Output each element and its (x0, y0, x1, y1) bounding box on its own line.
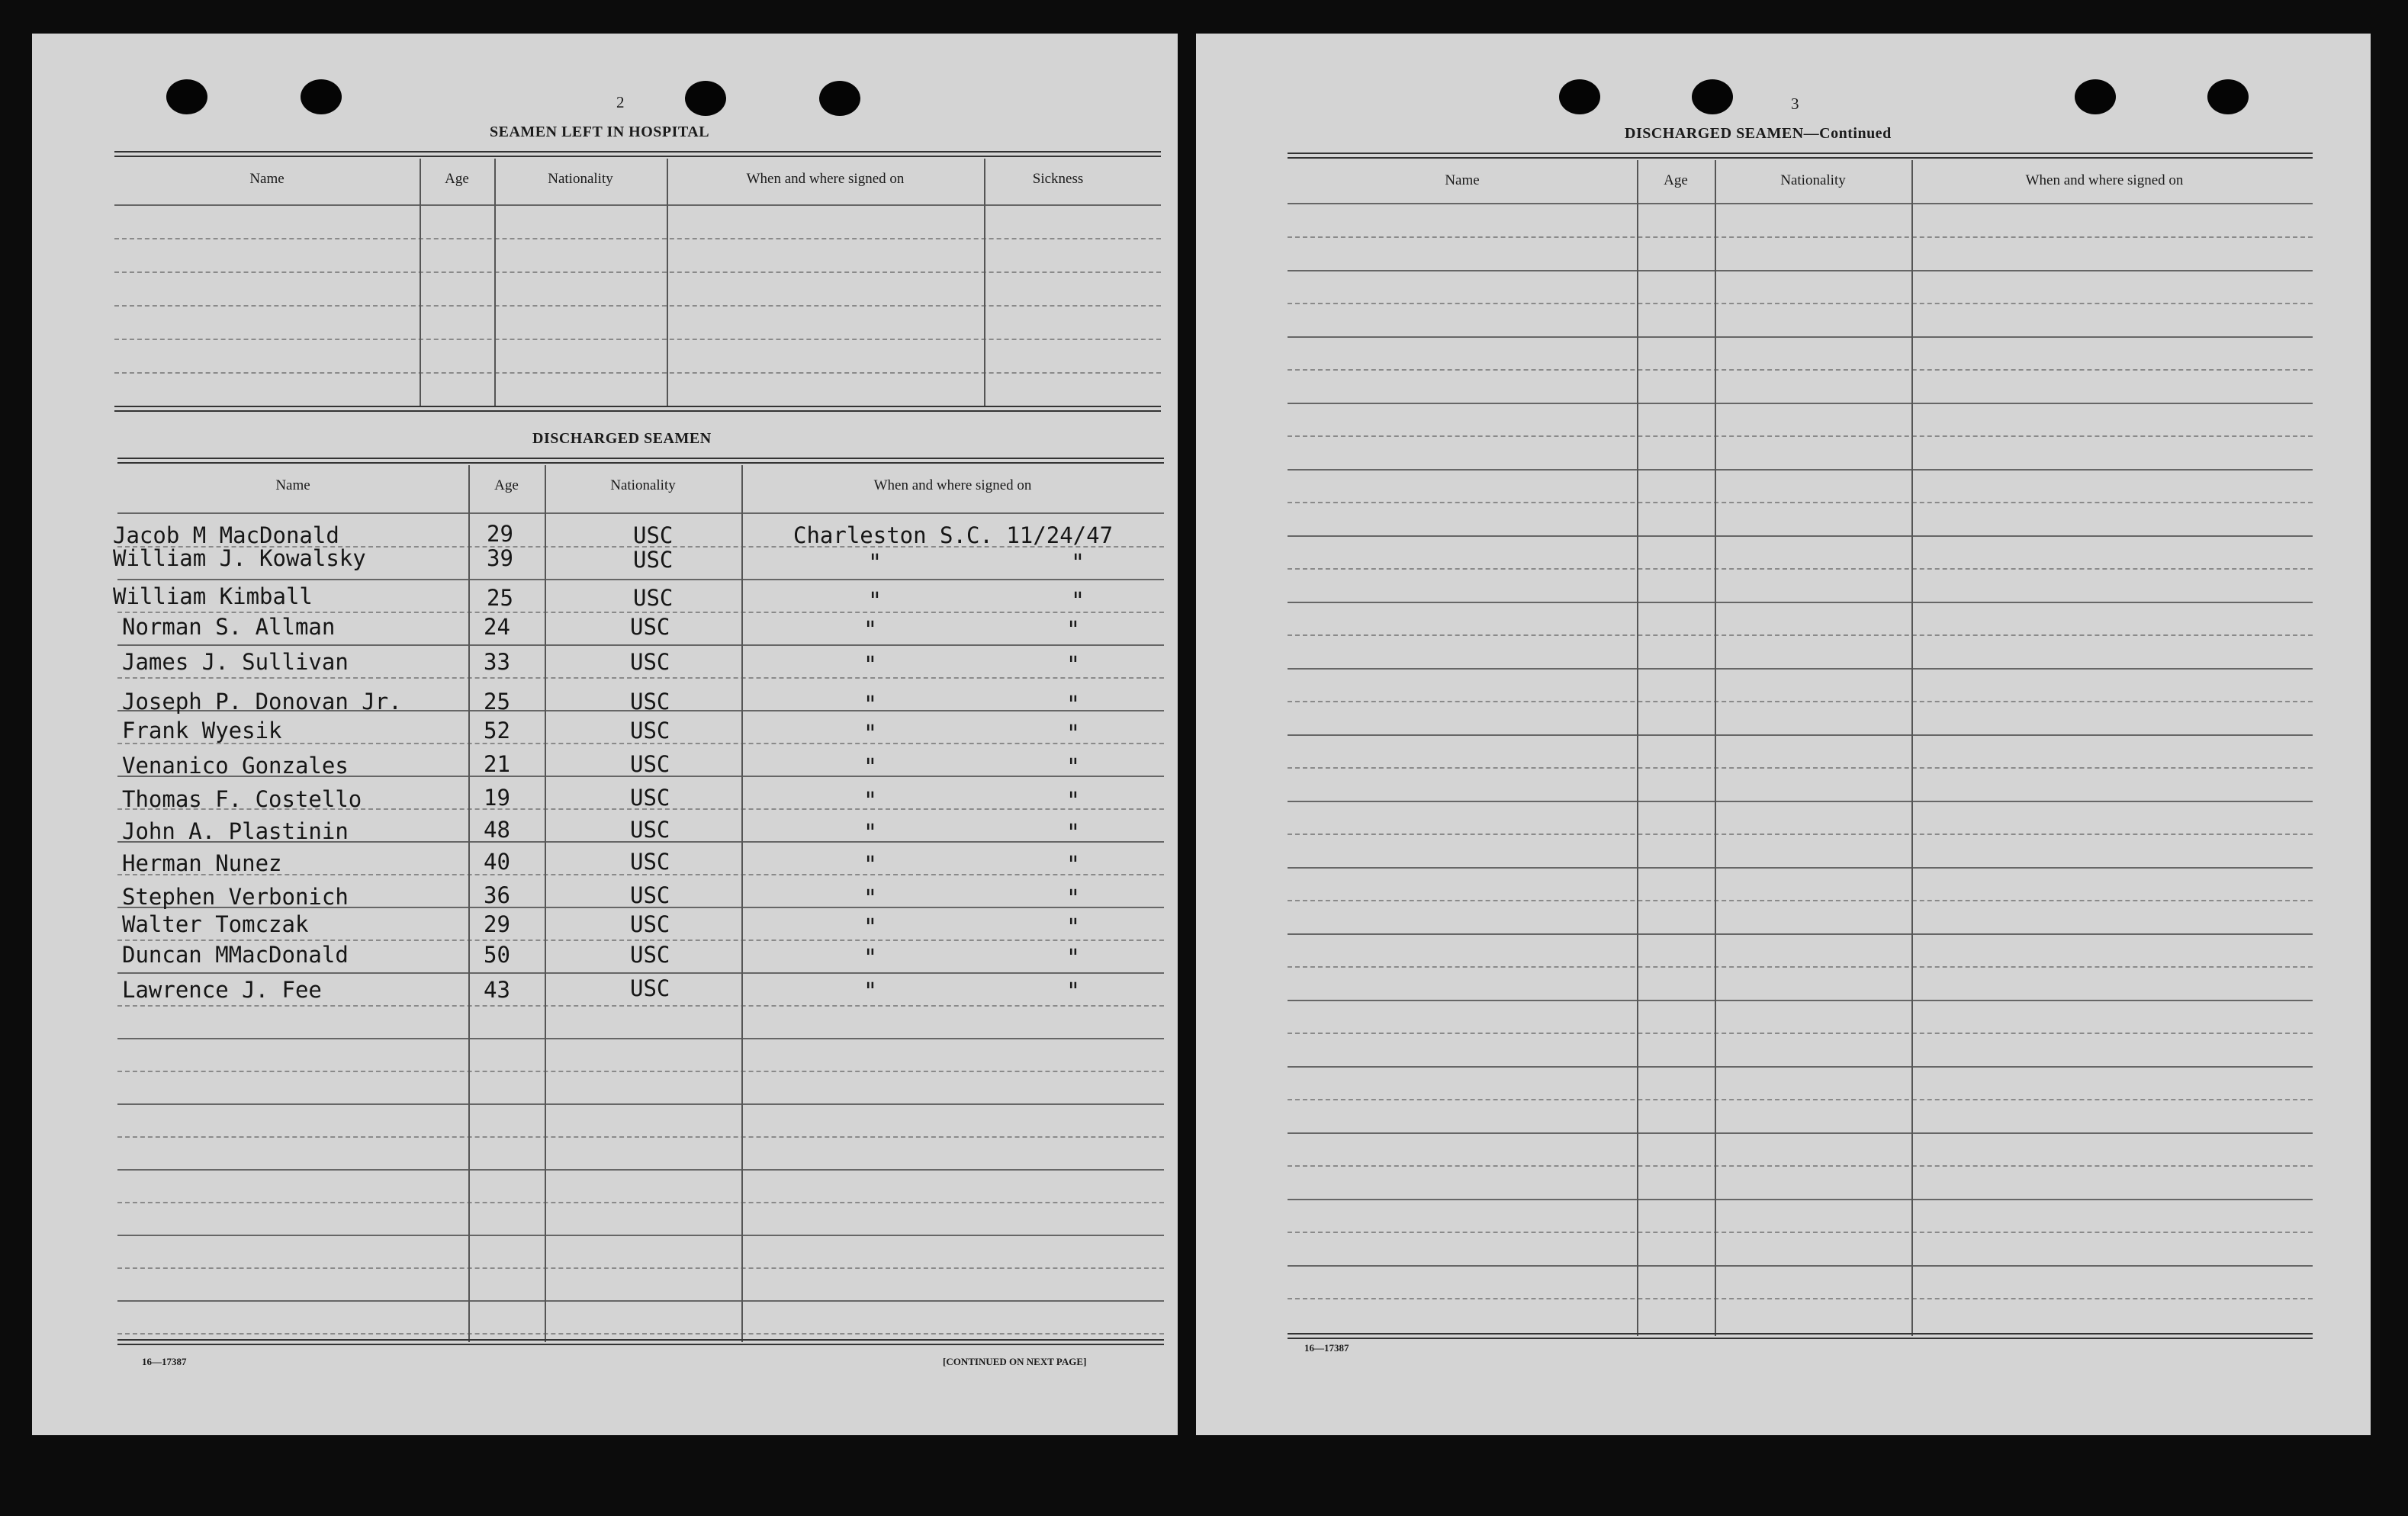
seaman-signed-on: Charleston S.C. 11/24/47 (793, 522, 1114, 548)
seaman-name: Herman Nunez (122, 850, 282, 876)
seaman-nationality: USC (630, 849, 670, 875)
seaman-age: 52 (484, 718, 510, 744)
discharged-header-name: Name (275, 477, 310, 493)
row-line (1288, 900, 2313, 901)
hospital-section-title: SEAMEN LEFT IN HOSPITAL (490, 124, 710, 140)
ditto-mark: " (863, 820, 878, 846)
discharged-continued-title (1625, 125, 1892, 143)
row-line (117, 579, 1164, 580)
row-line (1288, 469, 2313, 471)
row-line (1288, 602, 2313, 603)
row-line (1288, 403, 2313, 404)
page-number: 3 (1791, 95, 1799, 113)
row-line (1288, 933, 2313, 935)
row-line (117, 1235, 1164, 1236)
seaman-name: Stephen Verbonich (122, 884, 349, 910)
row-line (117, 939, 1164, 941)
ditto-mark: " (1066, 914, 1081, 941)
continued-header-nationality: Nationality (1780, 172, 1846, 188)
ditto-mark: " (868, 550, 883, 577)
ditto-mark: " (863, 788, 878, 814)
seaman-nationality: USC (633, 522, 674, 548)
ditto-mark: " (1066, 692, 1081, 718)
seaman-age: 25 (487, 585, 513, 611)
ditto-mark: " (1066, 945, 1081, 972)
header-underline (114, 204, 1161, 206)
row-line (1288, 1099, 2313, 1100)
ditto-mark: " (1066, 788, 1081, 814)
table-bottom-rule (114, 406, 1161, 412)
column-divider (545, 465, 546, 1342)
punch-hole (2207, 79, 2249, 114)
ditto-mark: " (1066, 885, 1081, 912)
discharged-header-nationality: Nationality (610, 477, 676, 493)
row-line (117, 972, 1164, 974)
discharged-header-signed-on: When and where signed on (873, 477, 1032, 493)
seaman-nationality: USC (630, 751, 670, 777)
ditto-mark: " (863, 914, 878, 941)
right-page (1196, 34, 2371, 1435)
row-line (114, 238, 1161, 239)
row-line (117, 1333, 1164, 1335)
hospital-header-sickness: Sickness (1032, 171, 1084, 187)
seaman-age: 48 (484, 817, 510, 843)
seaman-age: 29 (487, 521, 513, 547)
seaman-age: 29 (484, 911, 510, 937)
punch-hole (301, 79, 342, 114)
row-line (117, 1038, 1164, 1039)
seaman-nationality: USC (633, 547, 674, 573)
row-line (117, 644, 1164, 646)
header-underline (117, 512, 1164, 514)
row-line (1288, 1165, 2313, 1167)
ditto-mark: " (1066, 820, 1081, 846)
seaman-name: William J. Kowalsky (113, 545, 366, 571)
row-line (1288, 966, 2313, 968)
discharged-header-age: Age (494, 477, 519, 493)
title-main: DISCHARGED SEAMEN (1625, 125, 1804, 142)
row-line (1288, 701, 2313, 702)
row-line (1288, 568, 2313, 570)
discharged-section-title: DISCHARGED SEAMEN (532, 430, 712, 447)
punch-hole (819, 81, 860, 116)
row-line (1288, 435, 2313, 437)
row-line (1288, 734, 2313, 736)
row-line (1288, 1033, 2313, 1034)
ditto-mark: " (1066, 978, 1081, 1005)
row-line (1288, 867, 2313, 869)
ditto-mark: " (863, 945, 878, 972)
row-line (1288, 336, 2313, 338)
seaman-nationality: USC (630, 817, 670, 843)
table-bottom-rule (117, 1339, 1164, 1345)
seaman-nationality: USC (630, 911, 670, 937)
row-line (1288, 833, 2313, 835)
row-line (117, 612, 1164, 613)
ditto-mark: " (1071, 550, 1085, 577)
seaman-name: James J. Sullivan (122, 649, 349, 675)
row-line (117, 1005, 1164, 1007)
hospital-header-age: Age (445, 171, 469, 187)
hospital-header-name: Name (249, 171, 285, 187)
column-divider (420, 159, 421, 406)
seaman-age: 25 (484, 689, 510, 715)
row-line (1288, 369, 2313, 371)
seaman-age: 24 (484, 614, 510, 640)
column-divider (984, 159, 985, 406)
ditto-mark: " (863, 692, 878, 718)
hospital-header-signed-on: When and where signed on (746, 171, 905, 187)
row-line (117, 1169, 1164, 1171)
seaman-age: 43 (484, 977, 510, 1003)
seaman-nationality: USC (630, 785, 670, 811)
ditto-mark: " (1066, 721, 1081, 747)
ditto-mark: " (863, 754, 878, 781)
row-line (1288, 1132, 2313, 1134)
seaman-age: 36 (484, 882, 510, 908)
seaman-name: Norman S. Allman (122, 614, 336, 640)
ditto-mark: " (863, 721, 878, 747)
row-line (114, 372, 1161, 374)
continued-header-age: Age (1664, 172, 1688, 188)
punch-hole (685, 81, 726, 116)
row-line (1288, 767, 2313, 769)
ditto-mark: " (1071, 588, 1085, 615)
row-line (1288, 801, 2313, 802)
row-line (1288, 270, 2313, 271)
seaman-age: 40 (484, 849, 510, 875)
seaman-nationality: USC (633, 585, 674, 611)
ditto-mark: " (863, 617, 878, 644)
row-line (1288, 1000, 2313, 1001)
seaman-nationality: USC (630, 975, 670, 1001)
ditto-mark: " (863, 978, 878, 1005)
column-divider (741, 465, 743, 1342)
row-line (1288, 1232, 2313, 1233)
continued-note: [CONTINUED ON NEXT PAGE] (943, 1356, 1087, 1367)
row-line (1288, 1265, 2313, 1267)
row-line (117, 1071, 1164, 1072)
seaman-name: Duncan MMacDonald (122, 942, 349, 968)
seaman-age: 21 (484, 751, 510, 777)
seaman-name: Jacob M MacDonald (113, 522, 339, 548)
ditto-mark: " (1066, 754, 1081, 781)
row-line (1288, 535, 2313, 537)
punch-hole (1692, 79, 1733, 114)
row-line (1288, 1066, 2313, 1068)
hospital-header-nationality: Nationality (548, 171, 613, 187)
ditto-mark: " (868, 588, 883, 615)
ditto-mark: " (1066, 617, 1081, 644)
row-line (117, 1300, 1164, 1302)
row-line (117, 1103, 1164, 1105)
header-underline (1288, 203, 2313, 204)
seaman-nationality: USC (630, 882, 670, 908)
seaman-nationality: USC (630, 689, 670, 715)
seaman-nationality: USC (630, 718, 670, 744)
punch-hole (1559, 79, 1600, 114)
punch-hole (2075, 79, 2116, 114)
seaman-age: 33 (484, 649, 510, 675)
row-line (1288, 303, 2313, 304)
row-line (1288, 1199, 2313, 1200)
row-line (114, 305, 1161, 307)
row-line (114, 271, 1161, 273)
row-line (1288, 668, 2313, 670)
page-number: 2 (616, 93, 625, 111)
seaman-age: 39 (487, 545, 513, 571)
table-top-rule (1288, 153, 2313, 159)
ditto-mark: " (863, 652, 878, 679)
seaman-nationality: USC (630, 614, 670, 640)
ditto-mark: " (863, 885, 878, 912)
row-line (117, 1267, 1164, 1269)
column-divider (494, 159, 496, 406)
row-line (1288, 236, 2313, 238)
row-line (117, 677, 1164, 679)
seaman-age: 50 (484, 942, 510, 968)
row-line (114, 339, 1161, 340)
ditto-mark: " (1066, 652, 1081, 679)
table-top-rule (114, 151, 1161, 157)
form-number: 16—17387 (1304, 1342, 1349, 1354)
ditto-mark: " (1066, 852, 1081, 878)
column-divider (1637, 160, 1638, 1336)
table-top-rule (117, 458, 1164, 464)
left-page (32, 34, 1178, 1435)
row-line (1288, 1298, 2313, 1299)
row-line (117, 1136, 1164, 1138)
continued-header-signed-on: When and where signed on (2025, 172, 2184, 188)
ditto-mark: " (863, 852, 878, 878)
seaman-name: Thomas F. Costello (122, 786, 362, 812)
seaman-nationality: USC (630, 649, 670, 675)
row-line (117, 1202, 1164, 1203)
seaman-nationality: USC (630, 942, 670, 968)
row-line (1288, 634, 2313, 636)
seaman-name: Venanico Gonzales (122, 753, 349, 779)
seaman-name: Walter Tomczak (122, 911, 309, 937)
seaman-name: William Kimball (113, 583, 313, 609)
column-divider (468, 465, 470, 1342)
seaman-name: Joseph P. Donovan Jr. (122, 689, 402, 715)
continued-header-name: Name (1445, 172, 1480, 188)
column-divider (667, 159, 668, 406)
form-number: 16—17387 (142, 1356, 187, 1367)
row-line (1288, 502, 2313, 503)
seaman-name: Frank Wyesik (122, 718, 282, 744)
table-bottom-rule (1288, 1333, 2313, 1339)
column-divider (1911, 160, 1913, 1336)
title-suffix: —Continued (1803, 125, 1892, 142)
seaman-name: Lawrence J. Fee (122, 977, 322, 1003)
punch-hole (166, 79, 207, 114)
column-divider (1715, 160, 1716, 1336)
seaman-age: 19 (484, 785, 510, 811)
seaman-name: John A. Plastinin (122, 818, 349, 844)
